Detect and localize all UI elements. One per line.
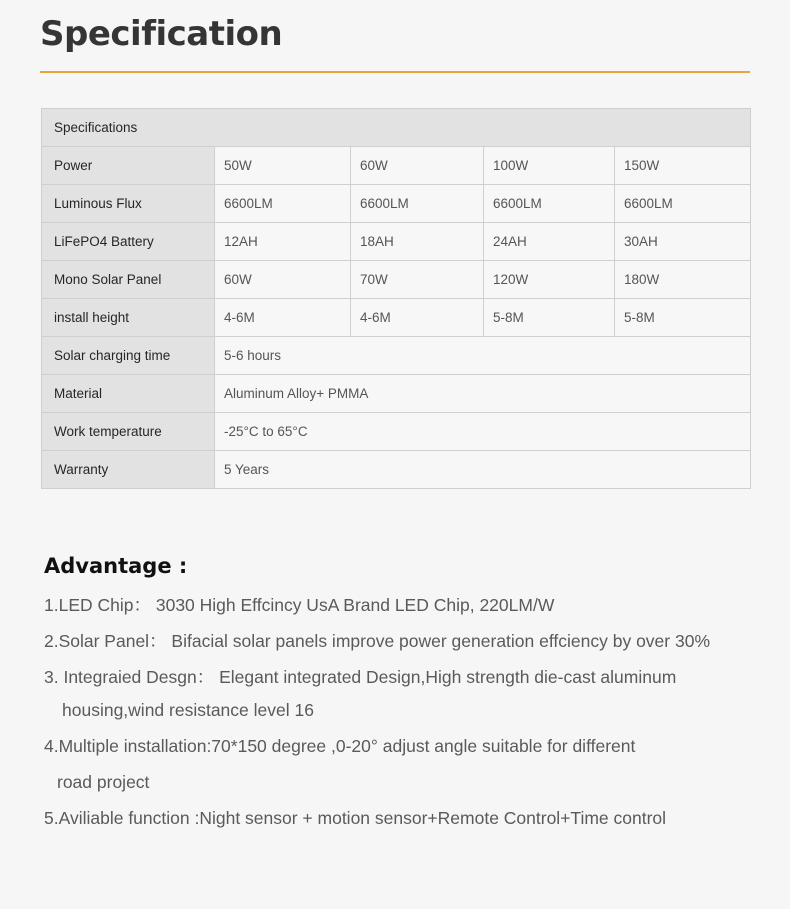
table-row — [42, 147, 751, 185]
cell-value: 5-8M — [615, 299, 751, 337]
cell-value: 150W — [615, 147, 751, 185]
row-label: install height — [42, 299, 215, 337]
row-label: Luminous Flux — [42, 185, 215, 223]
table-row — [42, 413, 751, 451]
advantage-item: 3. Integraied Desgn： Elegant integrated Design,High strength die-cast aluminum — [44, 667, 677, 687]
cell-value: 180W — [615, 261, 751, 299]
cell-value: 6600LM — [484, 185, 615, 223]
advantage-item: 1.LED Chip： 3030 High Effcincy UsA Brand LED Chip, 220LM/W — [44, 595, 555, 615]
cell-value: 5-6 hours — [215, 337, 751, 375]
row-label: Mono Solar Panel — [42, 261, 215, 299]
table-row — [42, 185, 751, 223]
table-row — [42, 451, 751, 489]
row-label: Material — [42, 375, 215, 413]
title-divider — [40, 71, 750, 73]
advantage-item: 4.Multiple installation:70*150 degree ,0-20° adjust angle suitable for different — [44, 736, 636, 756]
row-label: Solar charging time — [42, 337, 215, 375]
cell-value: 4-6M — [215, 299, 351, 337]
cell-value: 6600LM — [615, 185, 751, 223]
cell-value: Aluminum Alloy+ PMMA — [215, 375, 751, 413]
cell-value: 30AH — [615, 223, 751, 261]
cell-value: 6600LM — [351, 185, 484, 223]
advantage-item-continued: housing,wind resistance level 16 — [62, 700, 314, 720]
cell-value: 70W — [351, 261, 484, 299]
row-label: Power — [42, 147, 215, 185]
table-header-row — [42, 109, 751, 147]
table-row — [42, 299, 751, 337]
cell-value: 60W — [351, 147, 484, 185]
table-row — [42, 261, 751, 299]
row-label: LiFePO4 Battery — [42, 223, 215, 261]
table-row — [42, 223, 751, 261]
cell-value: 5-8M — [484, 299, 615, 337]
advantage-heading: Advantage : — [44, 554, 188, 578]
cell-value: 5 Years — [215, 451, 751, 489]
advantage-item-continued: road project — [57, 772, 150, 792]
row-label: Work temperature — [42, 413, 215, 451]
row-label: Warranty — [42, 451, 215, 489]
advantage-item: 5.Aviliable function :Night sensor + motion sensor+Remote Control+Time control — [44, 808, 667, 828]
cell-value: 60W — [215, 261, 351, 299]
cell-value: 120W — [484, 261, 615, 299]
cell-value: -25°C to 65°C — [215, 413, 751, 451]
cell-value: 18AH — [351, 223, 484, 261]
table-heading: Specifications — [42, 109, 751, 147]
cell-value: 6600LM — [215, 185, 351, 223]
page-title: Specification — [40, 14, 283, 54]
specification-table — [41, 108, 751, 489]
cell-value: 50W — [215, 147, 351, 185]
table-row — [42, 375, 751, 413]
advantage-item: 2.Solar Panel： Bifacial solar panels improve power generation effciency by over 30% — [44, 631, 711, 651]
cell-value: 100W — [484, 147, 615, 185]
cell-value: 24AH — [484, 223, 615, 261]
cell-value: 12AH — [215, 223, 351, 261]
table-row — [42, 337, 751, 375]
cell-value: 4-6M — [351, 299, 484, 337]
